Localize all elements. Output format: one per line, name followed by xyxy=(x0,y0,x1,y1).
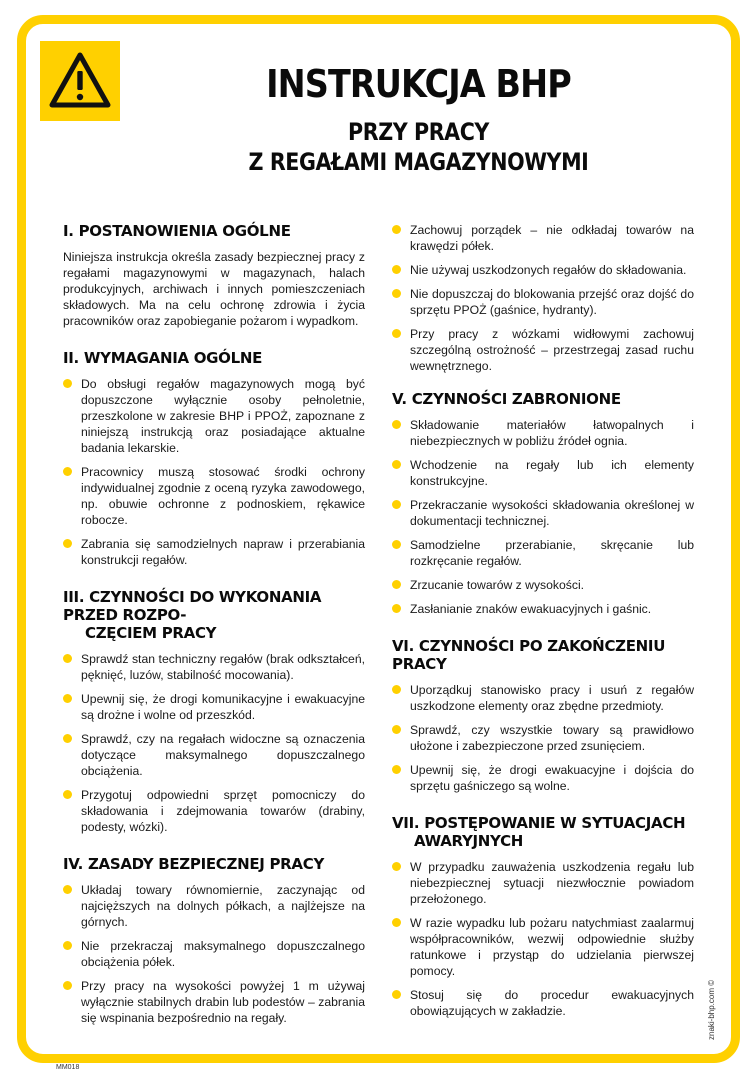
page-title: INSTRUKCJA BHP xyxy=(266,62,571,106)
section-emergency xyxy=(392,814,694,1019)
list-item: Stosuj się do procedur ewakuacyjnych obowiązujących w zakładzie. xyxy=(392,987,694,1019)
section-heading: IV. ZASADY BEZPIECZNEJ PRACY xyxy=(63,855,325,873)
left-column xyxy=(63,222,365,1046)
bullet-dot-icon xyxy=(392,540,401,549)
list-item: Samodzielne przerabianie, skręcanie lub rozkręcanie regałów. xyxy=(392,537,694,569)
bullet-list xyxy=(392,417,694,617)
list-item: Zabrania się samodzielnych napraw i przerabiania konstrukcji regałów. xyxy=(63,536,365,568)
bullet-dot-icon xyxy=(63,379,72,388)
bullet-dot-icon xyxy=(392,225,401,234)
section-text: Niniejsza instrukcja określa zasady bezpiecznej pracy z regałami magazynowymi w magazynach, halach produkcyjnych, archiwach i innych pomieszczeniach składowych. Ma na celu ochronę zdrowia i życia pracowników oraz zapobieganie pożarom i wypadkom. xyxy=(63,250,365,328)
bullet-dot-icon xyxy=(392,862,401,871)
bullet-list xyxy=(63,651,365,835)
product-code: MM018 xyxy=(56,1064,80,1071)
section-heading: VII. POSTĘPOWANIE W SYTUACJACH AWARYJNYCH xyxy=(392,814,686,850)
bullet-list xyxy=(63,376,365,568)
bullet-dot-icon xyxy=(63,539,72,548)
right-column xyxy=(392,222,694,1039)
section-before-work xyxy=(63,588,365,835)
bullet-dot-icon xyxy=(392,329,401,338)
bullet-dot-icon xyxy=(392,604,401,613)
list-item: Zachowuj porządek – nie odkładaj towarów na krawędzi półek. xyxy=(392,222,694,254)
list-item: Upewnij się, że drogi komunikacyjne i ewakuacyjne są drożne i wolne od przeszkód. xyxy=(63,691,365,723)
bullet-list xyxy=(392,859,694,1019)
list-item: Przy pracy na wysokości powyżej 1 m używaj wyłącznie stabilnych drabin lub podestów – zabrania się wspinania bezpośrednio na regały. xyxy=(63,978,365,1026)
bullet-dot-icon xyxy=(63,981,72,990)
bullet-dot-icon xyxy=(63,941,72,950)
list-item: Nie przekraczaj maksymalnego dopuszczalnego obciążenia półek. xyxy=(63,938,365,970)
list-item: Układaj towary równomiernie, zaczynając od najcięższych na dolnych półkach, a najlżejsze na górnych. xyxy=(63,882,365,930)
bullet-dot-icon xyxy=(392,990,401,999)
list-item: Uporządkuj stanowisko pracy i usuń z regałów uszkodzone elementy oraz zbędne przedmioty. xyxy=(392,682,694,714)
bullet-dot-icon xyxy=(392,685,401,694)
bullet-dot-icon xyxy=(392,765,401,774)
bullet-dot-icon xyxy=(63,654,72,663)
list-item: Przekraczanie wysokości składowania określonej w dokumentacji technicznej. xyxy=(392,497,694,529)
list-item: Pracownicy muszą stosować środki ochrony indywidualnej zgodnie z oceną ryzyka zawodowego, np. obuwie ochronne z podnoskiem, rękawice robocze. xyxy=(63,464,365,528)
bullet-dot-icon xyxy=(392,420,401,429)
list-item: Zrzucanie towarów z wysokości. xyxy=(392,577,694,593)
section-general-provisions xyxy=(63,222,365,329)
list-item: Zasłanianie znaków ewakuacyjnych i gaśnic. xyxy=(392,601,694,617)
bullet-dot-icon xyxy=(63,694,72,703)
bullet-dot-icon xyxy=(63,467,72,476)
section-general-requirements xyxy=(63,349,365,568)
bullet-list xyxy=(392,682,694,794)
bullet-list xyxy=(63,882,365,1026)
list-item: Nie używaj uszkodzonych regałów do składowania. xyxy=(392,262,694,278)
list-item: Sprawdź, czy na regałach widoczne są oznaczenia dotyczące maksymalnego dopuszczalnego obciążenia. xyxy=(63,731,365,779)
list-item: Składowanie materiałów łatwopalnych i niebezpiecznych w pobliżu źródeł ognia. xyxy=(392,417,694,449)
list-item: W razie wypadku lub pożaru natychmiast zaalarmuj współpracowników, wezwij odpowiednie służby ratunkowe i przystąp do udzielania pierwszej pomocy. xyxy=(392,915,694,979)
bullet-dot-icon xyxy=(392,918,401,927)
bullet-dot-icon xyxy=(392,460,401,469)
section-safe-work-rules-continued xyxy=(392,222,694,374)
bullet-dot-icon xyxy=(392,725,401,734)
section-heading: I. POSTANOWIENIA OGÓLNE xyxy=(63,222,291,240)
bullet-list xyxy=(392,222,694,374)
list-item: Przy pracy z wózkami widłowymi zachowuj szczególną ostrożność – przestrzegaj zasad ruchu wewnętrznego. xyxy=(392,326,694,374)
list-item: W przypadku zauważenia uszkodzenia regału lub niebezpiecznej sytuacji niezwłocznie powiadom przełożonego. xyxy=(392,859,694,907)
bullet-dot-icon xyxy=(392,500,401,509)
warning-triangle-icon xyxy=(40,41,120,121)
bullet-dot-icon xyxy=(63,885,72,894)
warning-badge xyxy=(40,41,120,121)
section-safe-work-rules xyxy=(63,855,365,1026)
list-item: Sprawdź, czy wszystkie towary są prawidłowo ułożone i zabezpieczone przed zsunięciem. xyxy=(392,722,694,754)
page-subtitle-line2: Z REGAŁAMI MAGAZYNOWYMI xyxy=(248,148,589,176)
bullet-dot-icon xyxy=(63,734,72,743)
list-item: Do obsługi regałów magazynowych mogą być dopuszczone wyłącznie osoby pełnoletnie, przeszkolone w zakresie BHP i PPOŻ, zapoznane z niniejszą instrukcją oraz posiadające aktualne badania lekarskie. xyxy=(63,376,365,456)
bullet-dot-icon xyxy=(392,265,401,274)
page-subtitle-line1: PRZY PRACY xyxy=(348,118,489,146)
section-heading: II. WYMAGANIA OGÓLNE xyxy=(63,349,263,367)
section-heading: VI. CZYNNOŚCI PO ZAKOŃCZENIU PRACY xyxy=(392,637,666,673)
bullet-dot-icon xyxy=(63,790,72,799)
list-item: Przygotuj odpowiedni sprzęt pomocniczy do składowania i zdejmowania towarów (drabiny, podesty, wózki). xyxy=(63,787,365,835)
bullet-dot-icon xyxy=(392,289,401,298)
list-item: Nie dopuszczaj do blokowania przejść oraz dojść do sprzętu PPOŻ (gaśnice, hydranty). xyxy=(392,286,694,318)
bullet-dot-icon xyxy=(392,580,401,589)
section-prohibited-actions xyxy=(392,390,694,617)
list-item: Wchodzenie na regały lub ich elementy konstrukcyjne. xyxy=(392,457,694,489)
list-item: Upewnij się, że drogi ewakuacyjne i dojścia do sprzętu gaśniczego są wolne. xyxy=(392,762,694,794)
copyright-note: znaki-bhp.com © xyxy=(707,979,716,1040)
list-item: Sprawdź stan techniczny regałów (brak odkształceń, pęknięć, luzów, stabilność mocowania). xyxy=(63,651,365,683)
section-after-work xyxy=(392,637,694,794)
section-heading: III. CZYNNOŚCI DO WYKONANIA PRZED ROZPO- CZĘCIEM PRACY xyxy=(63,588,322,642)
section-heading: V. CZYNNOŚCI ZABRONIONE xyxy=(392,390,621,408)
